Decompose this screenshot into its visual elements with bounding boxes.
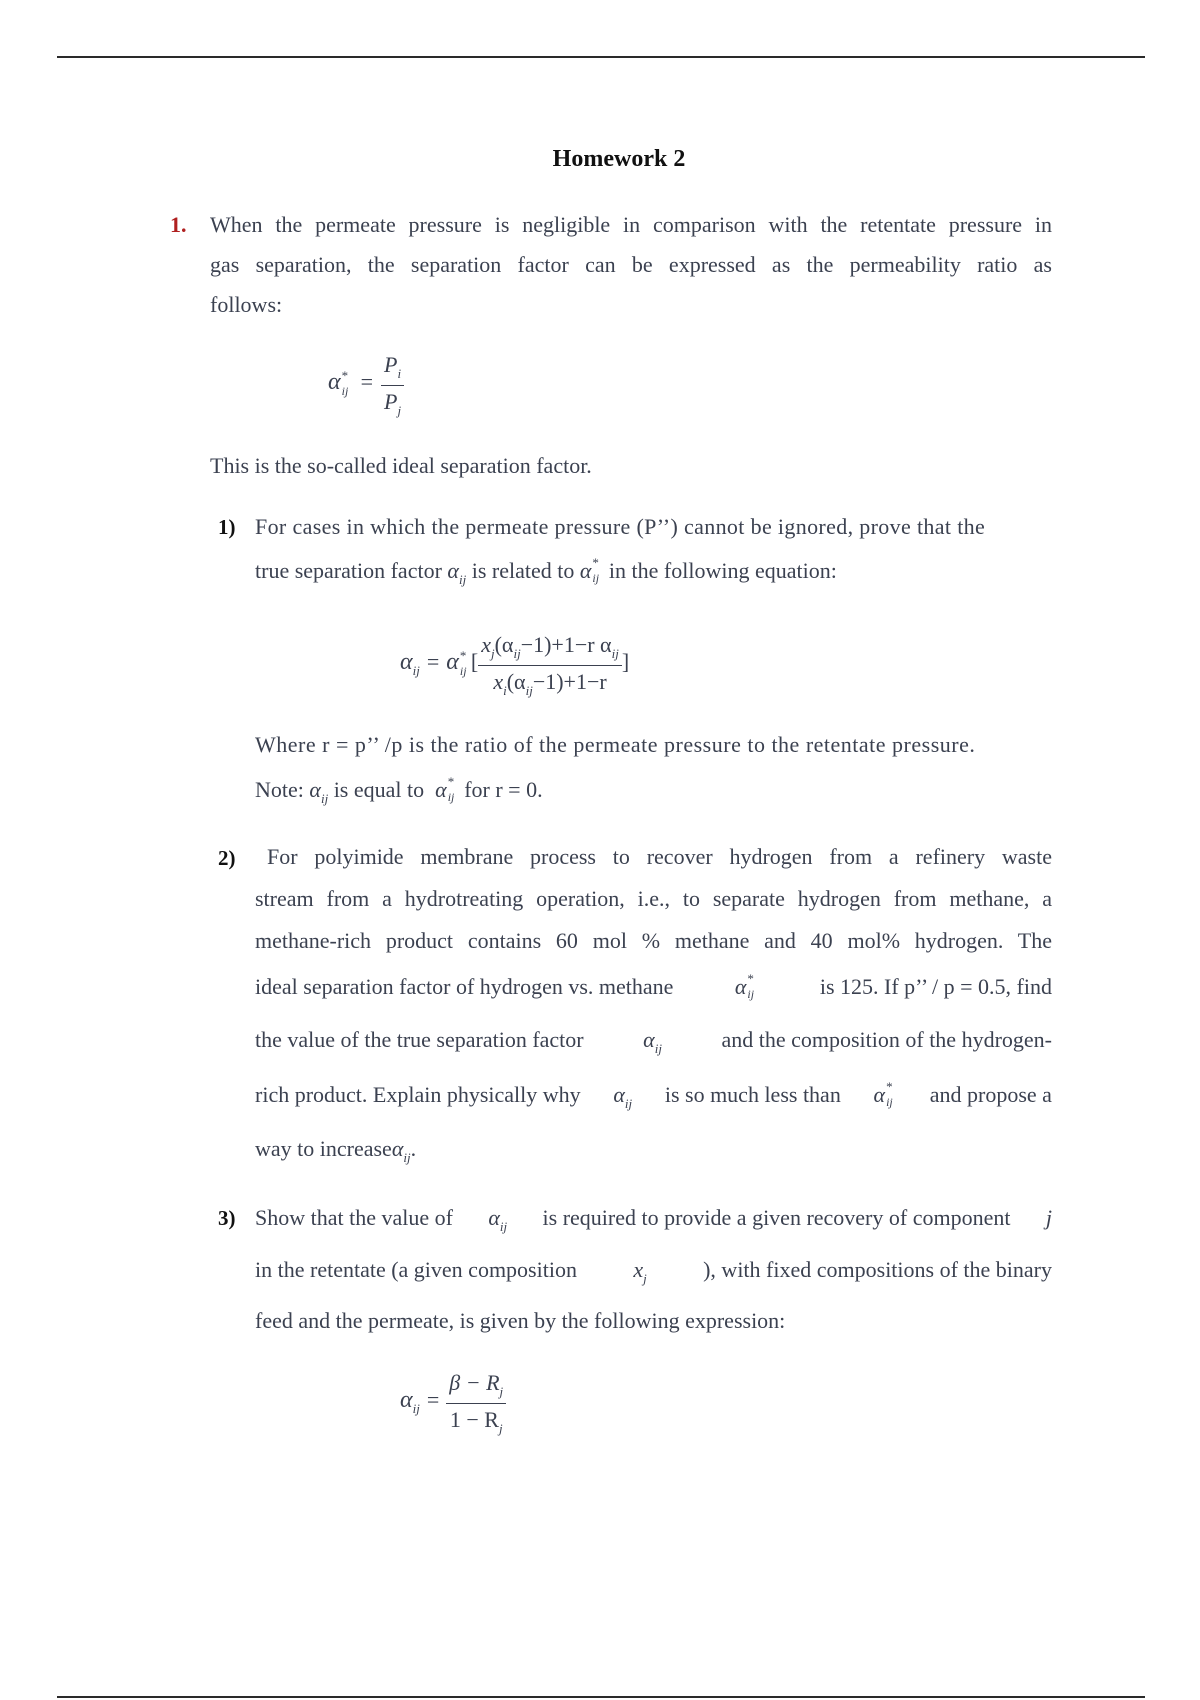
part-2-line-6-b: is so much less than (664, 1082, 841, 1107)
part-1-line-1 (255, 514, 1052, 540)
part-2-line-3: methane-rich product contains 60 mol % methane and 40 mol% hydrogen. The (255, 928, 1052, 953)
ideal-factor-note: This is the so-called ideal separation factor. (210, 453, 592, 478)
part-2-line-1: For polyimide membrane process to recover hydrogen from a refinery waste (267, 844, 1052, 869)
part-1-note-a: Note: (255, 777, 304, 802)
part-3-line-1-a: Show that the value of (255, 1205, 453, 1230)
intro-line-3: follows: (210, 292, 283, 317)
eq1-alpha: α (328, 369, 341, 396)
part-3-line-2-a: in the retentate (a given composition (255, 1257, 577, 1282)
part-2-line-7-b: . (410, 1136, 417, 1161)
problem-number: 1. (170, 212, 187, 237)
eq1-num-sub: i (397, 366, 402, 381)
eq1-denominator: P (384, 389, 398, 414)
top-rule (57, 56, 1145, 58)
part-2-line-4: ideal separation factor of hydrogen vs. methane α * ij is 125. If p’’ / p = 0.5, find (255, 970, 1052, 1001)
eq2-num-rest: (α (494, 632, 514, 657)
part-3-line-3: feed and the permeate, is given by the following expression: (255, 1308, 786, 1333)
true-separation-equation: $\alpha_{ij} = \alpha$ * ij [ $\frac{x_j(\alpha_{ij}-1)+1-r \alpha_{ij}}{x_i(\alpha_{ij}-1)+1-r}$ ] (400, 632, 630, 698)
part-2-number: 2) (218, 846, 236, 870)
part-1-where-text: Where r = p’’ /p is the ratio of the permeate pressure to the retentate pressure. (255, 732, 976, 757)
eq2-num-tail: −1)+1−r α (520, 632, 612, 657)
bottom-rule (57, 1696, 1145, 1698)
part-1-note-c: for r = 0. (464, 777, 543, 802)
intro-line-1: When the permeate pressure is negligible in comparison with the retentate pressure in (210, 212, 1052, 237)
part-3-line-2: in the retentate (a given composition $x_j$ ), with fixed compositions of the binary (255, 1257, 1052, 1286)
part-1-where-line (255, 732, 1052, 758)
eq3-denominator: 1 − R (449, 1407, 499, 1432)
part-2-line-4-b: is 125. If p’’ / p = 0.5, find (819, 974, 1052, 999)
part-2-line-5-b: and the composition of the hydrogen- (721, 1027, 1052, 1052)
part-1-line-2-b: is related to (471, 558, 575, 583)
intro-line-2: gas separation, the separation factor can be expressed as the permeability ratio as (210, 252, 1052, 277)
part-2-line-5: the value of the true separation factor $\alpha_{ij}$ and the composition of the hydrogen- (255, 1027, 1052, 1056)
eq2-den-tail: −1)+1−r (532, 669, 607, 694)
part-2-line-4-a: ideal separation factor of hydrogen vs. methane (255, 974, 674, 999)
eq3-numerator: β − R (449, 1370, 500, 1395)
part-1-line-1-text: For cases in which the permeate pressure (P’’) cannot be ignored, prove that the (255, 514, 986, 539)
part-2-line-7: way to increaseα$_{ij}$. (255, 1136, 417, 1165)
part-2-line-5-a: the value of the true separation factor (255, 1027, 584, 1052)
part-3-line-1-c: j (1045, 1205, 1052, 1230)
page-title: Homework 2 (552, 146, 686, 172)
ideal-separation-equation: α * ij = $\frac{P_i}{P_j}$ (328, 352, 404, 419)
part-2-line-7-a: way to increase (255, 1136, 392, 1161)
part-3-number: 3) (218, 1206, 236, 1230)
recovery-equation: $\alpha_{ij}$ = $\frac{\beta - R_j}{1 - R_j}$ (400, 1370, 506, 1437)
part-2-line-6: rich product. Explain physically why $\alpha_{ij}$ is so much less than α * ij and propose a (255, 1078, 1052, 1111)
part-1-note-b: is equal to (333, 777, 425, 802)
part-1-line-2-c: in the following equation: (608, 558, 837, 583)
eq2-num-x: x (481, 632, 491, 657)
part-3-line-2-b: ), with fixed compositions of the binary (703, 1257, 1052, 1282)
eq1-den-sub: j (397, 403, 402, 418)
part-1-number: 1) (218, 515, 236, 539)
problem-intro (210, 205, 1052, 325)
part-2-line-2: stream from a hydrotreating operation, i.e., to separate hydrogen from methane, a (255, 886, 1052, 911)
part-1-line-2: true separation factor $\alpha_{ij}$ is related to α * ij in the following equation: (255, 554, 837, 587)
part-3-line-1: Show that the value of $\alpha_{ij}$ is required to provide a given recovery of component j (255, 1205, 1052, 1234)
eq1-numerator: P (384, 352, 398, 377)
part-3-line-1-b: is required to provide a given recovery of component (542, 1205, 1011, 1230)
part-1-line-2-a: true separation factor (255, 558, 442, 583)
part-1-note-line: Note: $\alpha_{ij}$ is equal to α * ij for r = 0. (255, 773, 543, 806)
part-2-line-6-a: rich product. Explain physically why (255, 1082, 581, 1107)
part-2-line-6-c: and propose a (929, 1082, 1052, 1107)
